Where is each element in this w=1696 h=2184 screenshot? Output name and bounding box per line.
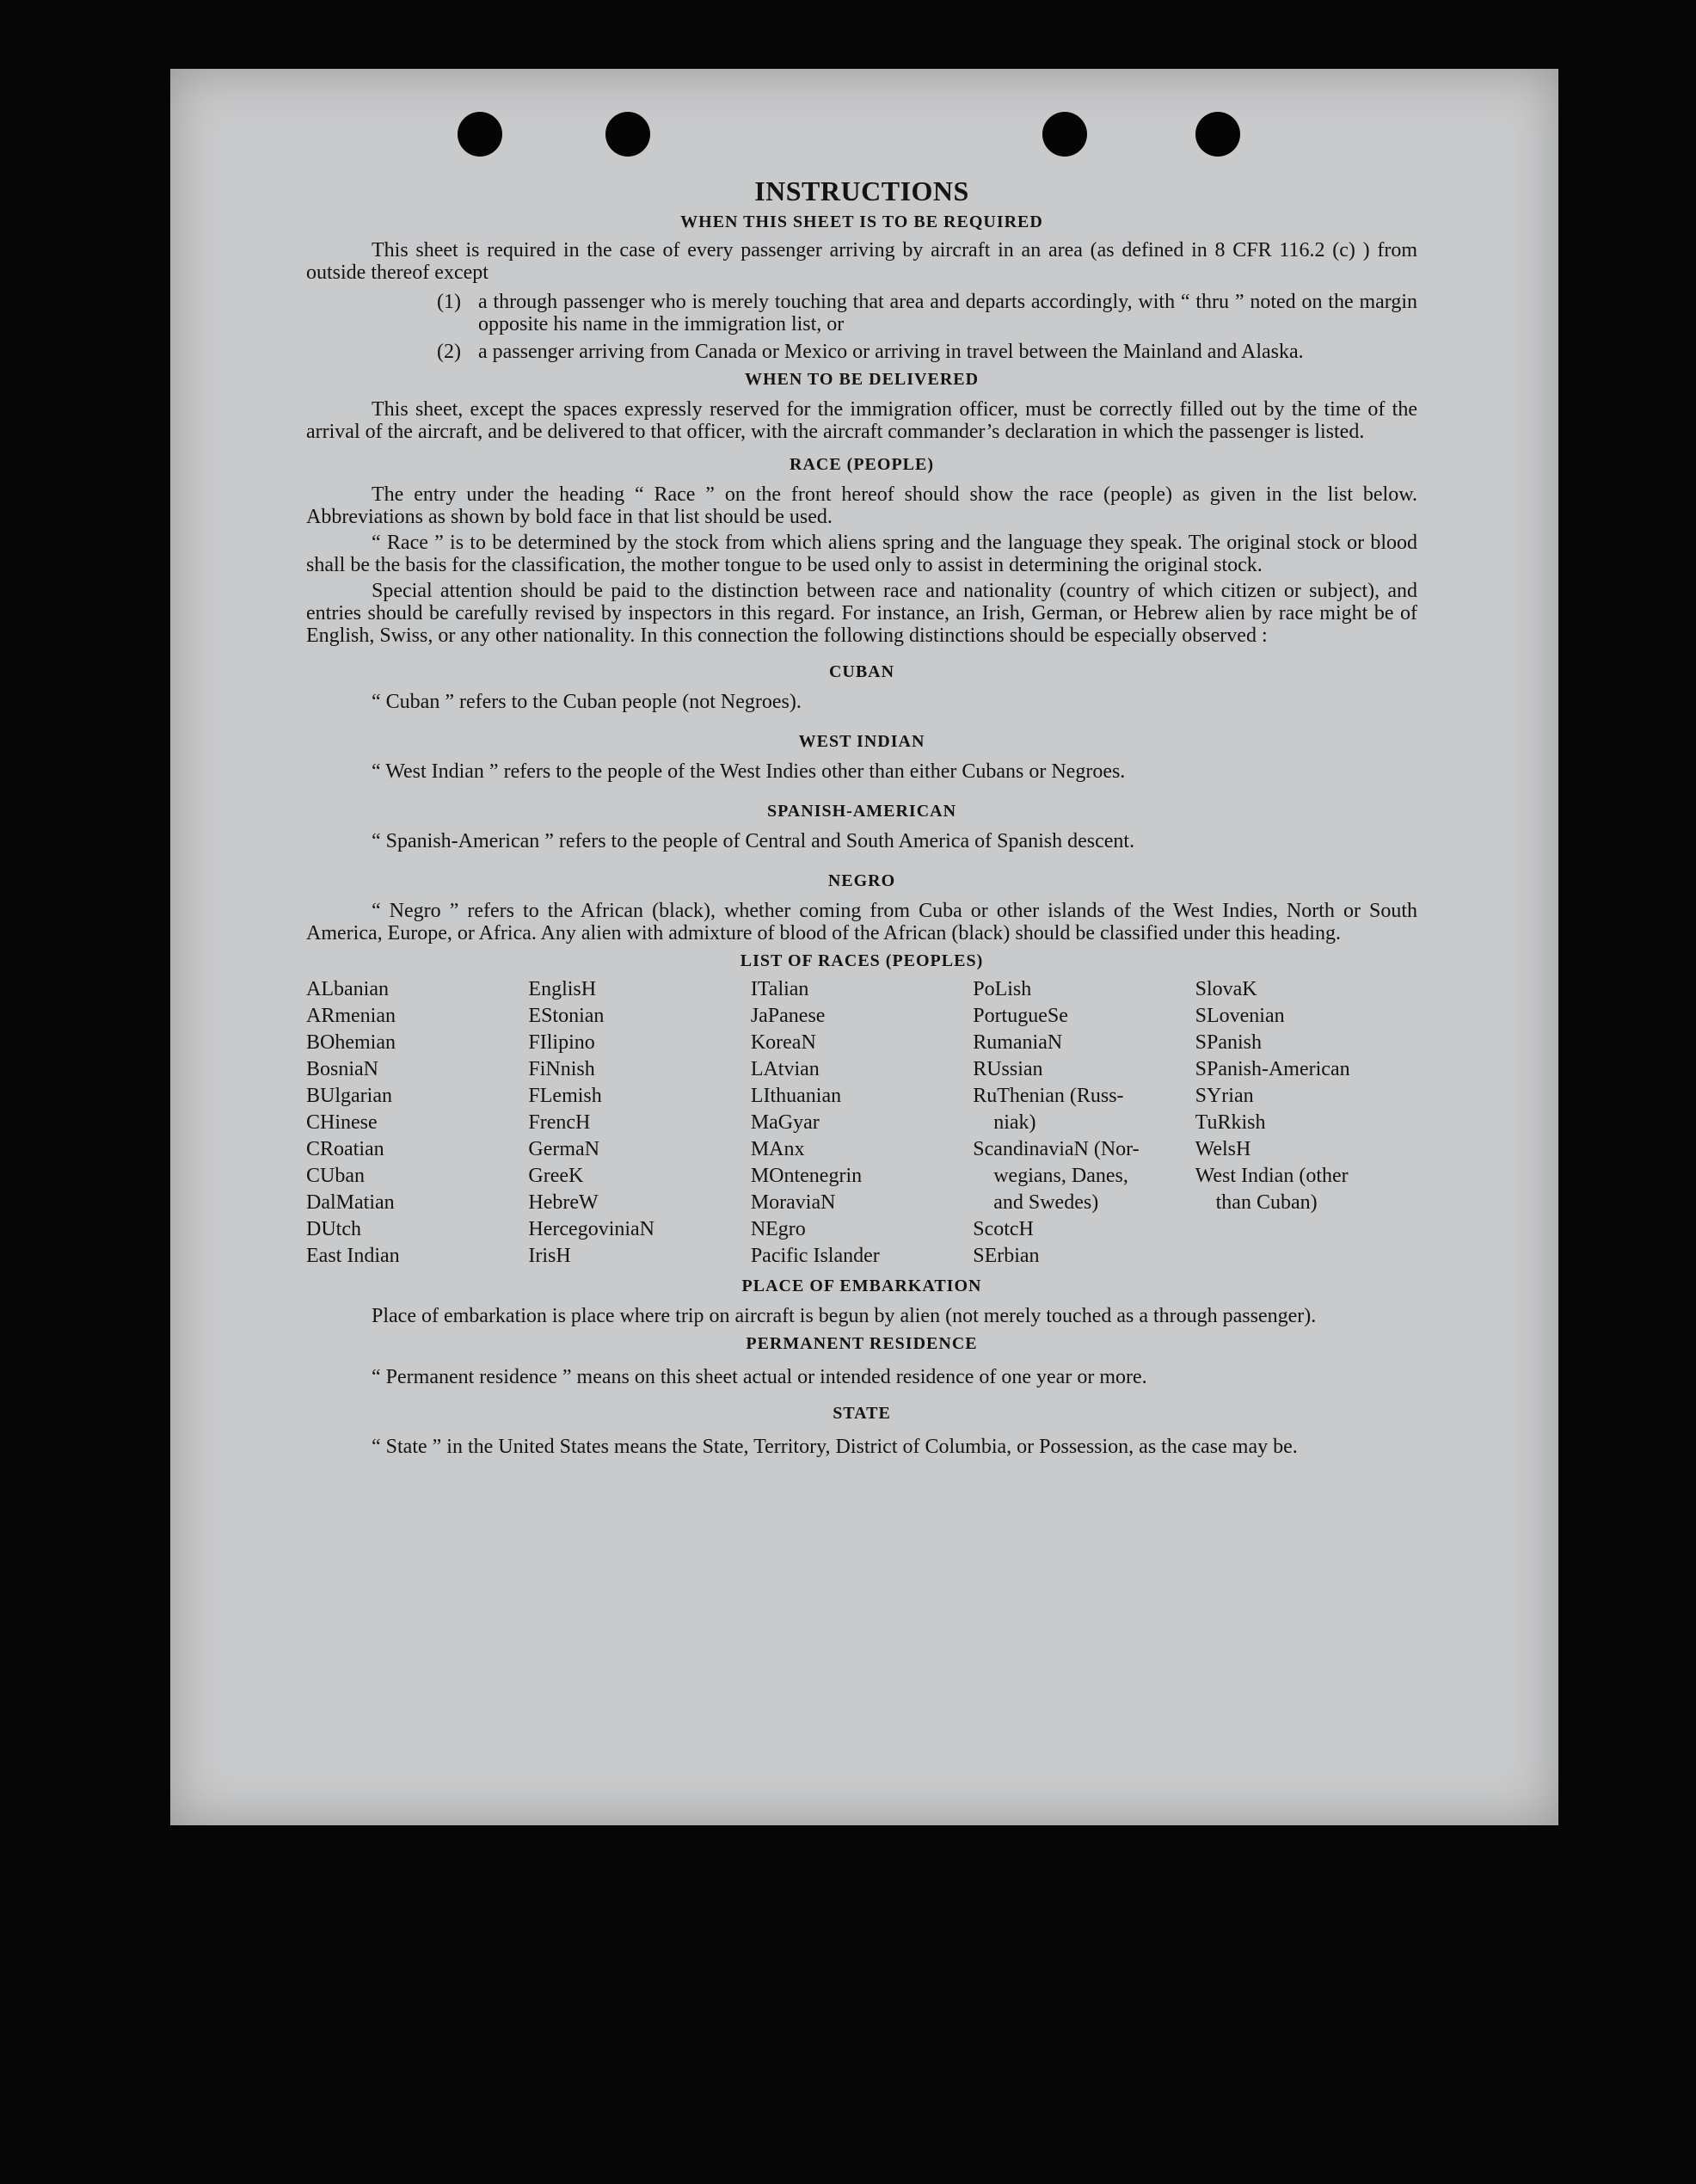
race-entry: and Swedes): [993, 1191, 1099, 1214]
race-entry: ScotcH: [973, 1218, 1034, 1240]
residence-text: “ Permanent residence ” means on this sheet actual or intended residence of one year or more.: [372, 1366, 1147, 1388]
race-entry: DUtch: [306, 1218, 361, 1240]
race-entry: wegians, Danes,: [993, 1165, 1128, 1187]
race-entry: CHinese: [306, 1111, 378, 1134]
heading-race: RACE (PEOPLE): [790, 455, 934, 474]
race-entry: RuThenian (Russ-: [973, 1085, 1124, 1107]
race-entry: NEgro: [750, 1218, 806, 1240]
heading-place-of-embarkation: PLACE OF EMBARKATION: [741, 1277, 982, 1295]
race-entry: JaPanese: [750, 1005, 826, 1027]
race-entry: LAtvian: [750, 1058, 820, 1080]
race-entry: Pacific Islander: [750, 1245, 880, 1267]
race-entry: West Indian (other: [1195, 1165, 1349, 1187]
race-entry: PoLish: [973, 978, 1032, 1000]
race-entry: SlovaK: [1195, 978, 1257, 1000]
race-entry: niak): [993, 1111, 1036, 1134]
race-entry: BUlgarian: [306, 1085, 392, 1107]
race-entry: DalMatian: [306, 1191, 395, 1214]
race-entry: RumaniaN: [973, 1031, 1063, 1054]
race-entry: ARmenian: [306, 1005, 396, 1027]
item-number: (1): [437, 291, 461, 313]
races-column-1: [306, 976, 528, 1270]
race-paragraph-1: The entry under the heading “ Race ” on the front hereof should show the race (people) as given in the list below. Abbreviations as shown by bold face in that list should be used.: [306, 483, 1417, 528]
race-entry: FIlipino: [528, 1031, 595, 1054]
required-item-1: [437, 291, 1417, 335]
races-column-5: [1195, 976, 1417, 1270]
punch-hole: [1042, 112, 1087, 157]
item-text: a passenger arriving from Canada or Mexico or arriving in travel between the Mainland and Alaska.: [478, 341, 1304, 363]
west-indian-text: “ West Indian ” refers to the people of the West Indies other than either Cubans or Negroes.: [372, 760, 1126, 783]
race-entry: HebreW: [528, 1191, 599, 1214]
race-entry: MOntenegrin: [750, 1165, 863, 1187]
race-entry: than Cuban): [1215, 1191, 1318, 1214]
race-entry: SPanish-American: [1195, 1058, 1350, 1080]
race-entry: ITalian: [750, 978, 809, 1000]
delivered-text: This sheet, except the spaces expressly reserved for the immigration officer, must be correctly filled out by the time of the arrival of the aircraft, and be delivered to that officer, with the aircraft commander’s declaration in which the passenger is listed.: [306, 398, 1417, 443]
heading-state: STATE: [833, 1404, 891, 1423]
cuban-text: “ Cuban ” refers to the Cuban people (not Negroes).: [372, 691, 802, 713]
negro-text: “ Negro ” refers to the African (black), whether coming from Cuba or other islands of the West Indies, North or South America, Europe, or Africa. Any alien with admixture of blood of the African (black) should be classified under this heading.: [306, 900, 1417, 944]
race-entry: RUssian: [973, 1058, 1043, 1080]
race-paragraph-3: Special attention should be paid to the distinction between race and nationality (country of which citizen or subject), and entries should be carefully revised by inspectors in this regard. For instance, an Irish, German, or Hebrew alien by race might be of English, Swiss, or any other nationality. In this connection the following distinctions should be especially observed :: [306, 580, 1417, 647]
race-entry: IrisH: [528, 1245, 571, 1267]
heading-when-delivered: WHEN TO BE DELIVERED: [744, 370, 980, 389]
race-entry: GreeK: [528, 1165, 584, 1187]
race-entry: FiNnish: [528, 1058, 595, 1080]
race-entry: ALbanian: [306, 978, 389, 1000]
race-entry: FLemish: [528, 1085, 602, 1107]
race-entry: LIthuanian: [750, 1085, 842, 1107]
heading-west-indian: WEST INDIAN: [798, 732, 925, 751]
punch-hole: [605, 112, 650, 157]
punch-hole: [1195, 112, 1240, 157]
required-item-2: [437, 341, 1417, 363]
race-entry: SPanish: [1195, 1031, 1262, 1054]
race-entry: TuRkish: [1195, 1111, 1266, 1134]
required-intro: This sheet is required in the case of every passenger arriving by aircraft in an area (as defined in 8 CFR 116.2 (c) ) from outside thereof except: [306, 239, 1417, 284]
races-column-4: [973, 976, 1195, 1270]
races-list: [306, 976, 1417, 1270]
race-entry: CRoatian: [306, 1138, 384, 1160]
race-entry: GermaN: [528, 1138, 600, 1160]
race-entry: MoraviaN: [750, 1191, 836, 1214]
race-entry: BosniaN: [306, 1058, 378, 1080]
race-entry: HercegoviniaN: [528, 1218, 655, 1240]
spanish-american-text: “ Spanish-American ” refers to the people of Central and South America of Spanish descent.: [372, 830, 1135, 852]
race-entry: ScandinaviaN (Nor-: [973, 1138, 1140, 1160]
race-entry: KoreaN: [750, 1031, 816, 1054]
race-entry: FrencH: [528, 1111, 591, 1134]
race-entry: EnglisH: [528, 978, 597, 1000]
heading-cuban: CUBAN: [828, 662, 895, 681]
race-entry: EStonian: [528, 1005, 605, 1027]
state-text: “ State ” in the United States means the State, Territory, District of Columbia, or Possession, as the case may be.: [372, 1436, 1298, 1458]
races-column-2: [528, 976, 750, 1270]
punch-hole: [458, 112, 502, 157]
heading-spanish-american: SPANISH-AMERICAN: [766, 802, 957, 821]
race-entry: CUban: [306, 1165, 365, 1187]
heading-permanent-residence: PERMANENT RESIDENCE: [746, 1334, 978, 1353]
race-entry: SLovenian: [1195, 1005, 1285, 1027]
item-text: a through passenger who is merely touching that area and departs accordingly, with “ thru ” noted on the margin opposite his name in the immigration list, or: [478, 291, 1417, 335]
embarkation-text: Place of embarkation is place where trip on aircraft is begun by alien (not merely touched as a through passenger).: [372, 1305, 1317, 1327]
race-entry: East Indian: [306, 1245, 400, 1267]
heading-list-of-races: LIST OF RACES (PEOPLES): [740, 951, 984, 970]
race-entry: PortugueSe: [973, 1005, 1068, 1027]
race-entry: MAnx: [750, 1138, 805, 1160]
item-number: (2): [437, 341, 461, 363]
race-entry: SErbian: [973, 1245, 1040, 1267]
instructions-content: [306, 175, 1417, 1458]
race-entry: WelsH: [1195, 1138, 1251, 1160]
race-paragraph-2: “ Race ” is to be determined by the stock from which aliens spring and the language they speak. The original stock or blood shall be the basis for the classification, the mother tongue to be used only to assist in determining the original stock.: [306, 532, 1417, 576]
race-entry: BOhemian: [306, 1031, 396, 1054]
heading-negro: NEGRO: [827, 871, 896, 890]
page-title: INSTRUCTIONS: [754, 175, 969, 206]
race-entry: MaGyar: [750, 1111, 820, 1134]
race-entry: SYrian: [1195, 1085, 1254, 1107]
document-sheet: [170, 69, 1558, 1825]
heading-when-required: WHEN THIS SHEET IS TO BE REQUIRED: [680, 212, 1043, 231]
races-column-3: [751, 976, 973, 1270]
